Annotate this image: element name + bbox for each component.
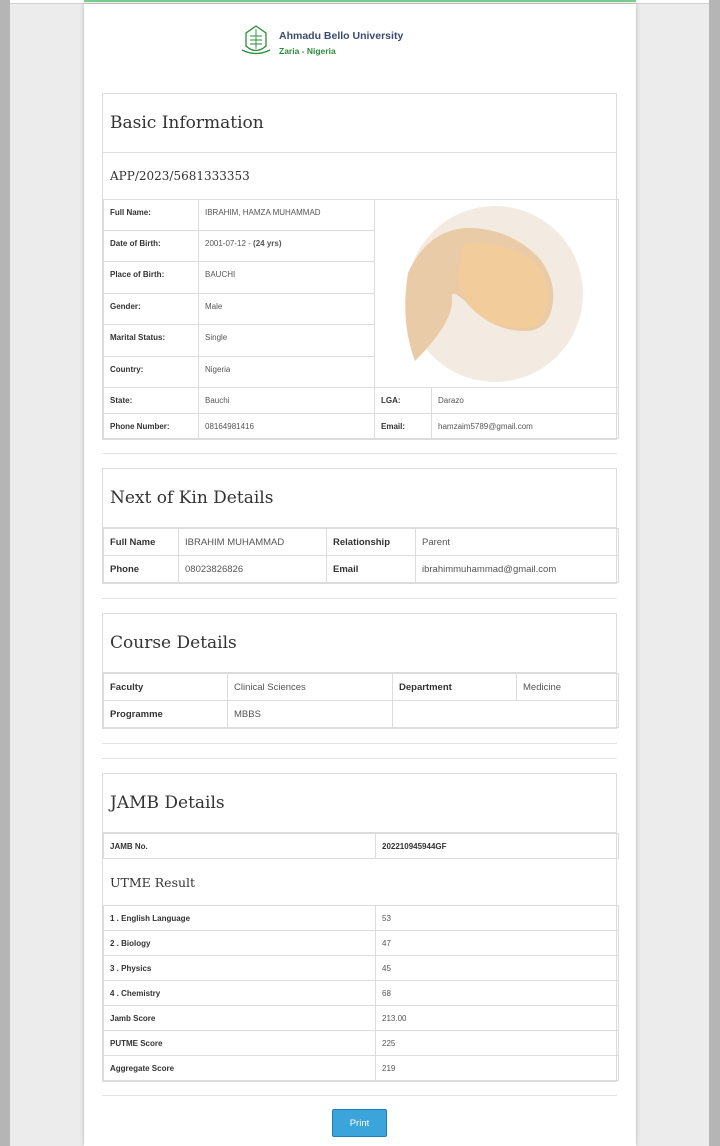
utme-row-value: 68 (376, 981, 619, 1006)
utme-row (104, 956, 619, 981)
utme-row-label: 3 . Physics (104, 956, 376, 981)
utme-row-value: 45 (376, 956, 619, 981)
divider (102, 453, 617, 454)
utme-result-title: UTME Result (110, 874, 196, 890)
state-value: Bauchi (199, 388, 375, 414)
passport-photo-cell (375, 200, 619, 388)
utme-row (104, 931, 619, 956)
avatar-icon (375, 201, 616, 387)
application-number: APP/2023/5681333353 (110, 169, 250, 183)
programme-label: Programme (104, 701, 228, 728)
dob-value: 2001-07-12 - (205, 239, 254, 248)
marital-status-label: Marital Status: (104, 325, 199, 357)
programme-value: MBBS (228, 701, 393, 728)
utme-row (104, 981, 619, 1006)
next-of-kin-title: Next of Kin Details (103, 469, 616, 528)
kin-email-value: ibrahimmuhammad@gmail.com (416, 556, 619, 583)
divider (102, 598, 617, 599)
utme-row-label: 2 . Biology (104, 931, 376, 956)
kin-phone-label: Phone (104, 556, 179, 583)
kin-relationship-value: Parent (416, 529, 619, 556)
full-name-label: Full Name: (104, 200, 199, 231)
basic-information-table (103, 199, 619, 439)
dob-cell (199, 231, 375, 262)
jamb-details-title: JAMB Details (103, 774, 616, 833)
gender-label: Gender: (104, 294, 199, 325)
divider (102, 1095, 617, 1096)
kin-phone-value: 08023826826 (179, 556, 327, 583)
jamb-number-label: JAMB No. (104, 834, 376, 859)
kin-relationship-label: Relationship (327, 529, 416, 556)
abu-crest-icon (240, 24, 272, 56)
age-value: (24 yrs) (253, 239, 282, 248)
state-label: State: (104, 388, 199, 414)
utme-row-value: 225 (376, 1031, 619, 1056)
print-button[interactable]: Print (332, 1109, 387, 1137)
kin-email-label: Email (327, 556, 416, 583)
email-value: hamzaim5789@gmail.com (432, 414, 619, 439)
divider (102, 743, 617, 744)
top-accent-bar (84, 0, 636, 2)
gender-value: Male (199, 294, 375, 325)
course-details-table (103, 673, 619, 728)
utme-row (104, 1056, 619, 1081)
utme-result-table (103, 905, 619, 1081)
email-label: Email: (375, 414, 432, 439)
utme-row (104, 1006, 619, 1031)
utme-row (104, 1031, 619, 1056)
department-value: Medicine (517, 674, 619, 701)
university-name: Ahmadu Bello University (279, 30, 404, 42)
faculty-value: Clinical Sciences (228, 674, 393, 701)
jamb-details-section (102, 773, 617, 1082)
pob-value: BAUCHI (199, 262, 375, 294)
utme-row-label: 4 . Chemistry (104, 981, 376, 1006)
phone-value: 08164981416 (199, 414, 375, 439)
department-label: Department (393, 674, 517, 701)
basic-information-section (102, 93, 617, 440)
divider (102, 758, 617, 759)
country-label: Country: (104, 357, 199, 388)
utme-row-value: 219 (376, 1056, 619, 1081)
kin-full-name-label: Full Name (104, 529, 179, 556)
country-value: Nigeria (199, 357, 375, 388)
kin-full-name-value: IBRAHIM MUHAMMAD (179, 529, 327, 556)
dob-label: Date of Birth: (104, 231, 199, 262)
utme-row-value: 213.00 (376, 1006, 619, 1031)
basic-information-title: Basic Information (103, 94, 616, 153)
jamb-number-table (103, 833, 619, 859)
utme-row-label: 1 . English Language (104, 906, 376, 931)
university-location: Zaria - Nigeria (279, 46, 336, 56)
utme-row-value: 47 (376, 931, 619, 956)
utme-row-label: Jamb Score (104, 1006, 376, 1031)
next-of-kin-section (102, 468, 617, 584)
utme-row-value: 53 (376, 906, 619, 931)
next-of-kin-table (103, 528, 619, 583)
full-name-value: IBRAHIM, HAMZA MUHAMMAD (199, 200, 375, 231)
utme-row-label: Aggregate Score (104, 1056, 376, 1081)
utme-row-label: PUTME Score (104, 1031, 376, 1056)
jamb-number-value: 202210945944GF (376, 834, 619, 859)
course-details-section (102, 613, 617, 729)
lga-value: Darazo (432, 388, 619, 414)
admission-card (84, 4, 636, 1146)
faculty-label: Faculty (104, 674, 228, 701)
course-details-title: Course Details (103, 614, 616, 673)
marital-status-value: Single (199, 325, 375, 357)
utme-row (104, 906, 619, 931)
empty-cell (393, 701, 619, 728)
phone-label: Phone Number: (104, 414, 199, 439)
lga-label: LGA: (375, 388, 432, 414)
university-logo (240, 24, 440, 64)
pob-label: Place of Birth: (104, 262, 199, 294)
